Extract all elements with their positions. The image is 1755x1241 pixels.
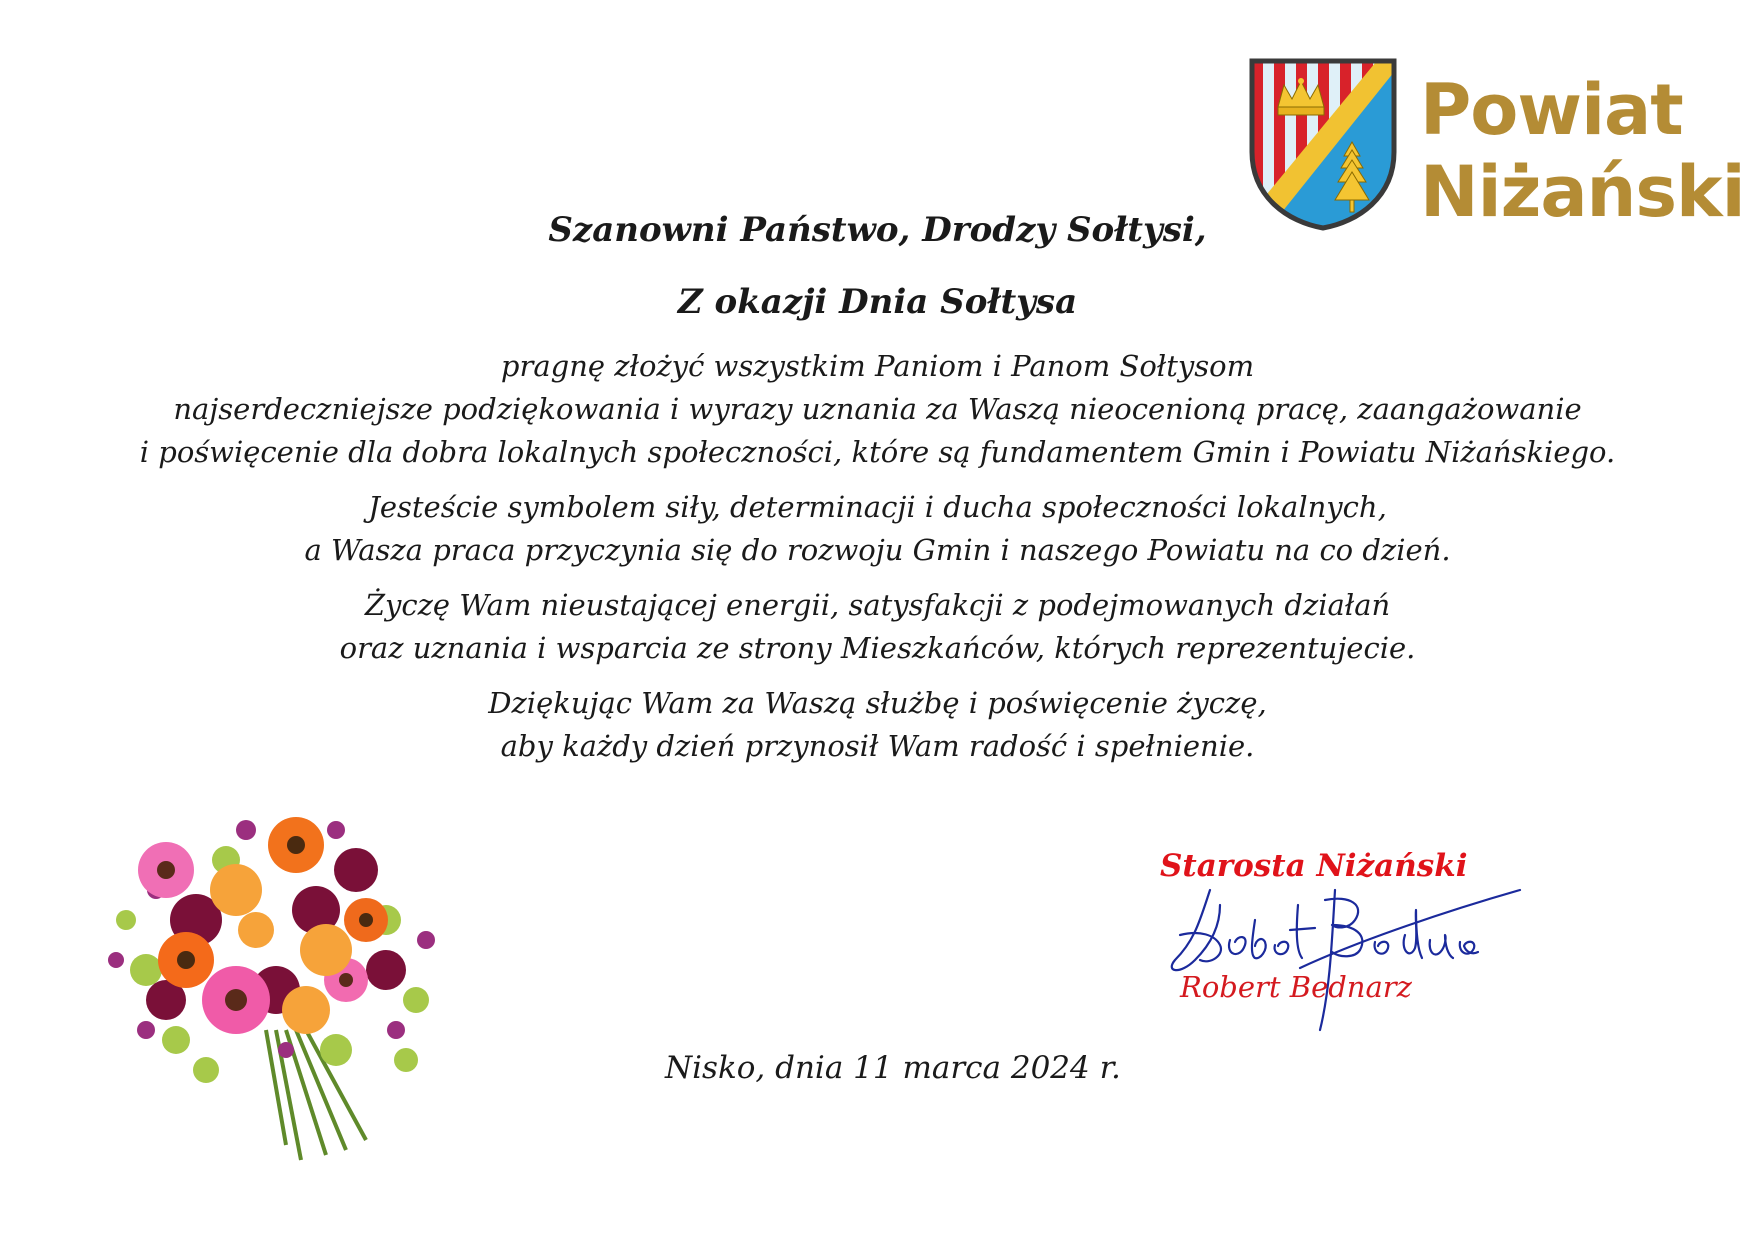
logo-line-1: Powiat — [1420, 69, 1683, 151]
coat-of-arms-icon — [1248, 57, 1398, 232]
paragraph — [0, 486, 1755, 572]
paragraph-line: a Wasza praca przyczynia się do rozwoju Gmin i naszego Powiatu na co dzień. — [304, 533, 1451, 567]
powiat-logo — [1248, 57, 1745, 233]
paragraph-line: pragnę złożyć wszystkim Paniom i Panom Sołtysom — [500, 349, 1255, 383]
paragraph-line: Jesteście symbolem siły, determinacji i ducha społeczności lokalnych, — [368, 490, 1387, 524]
paragraph-line: aby każdy dzień przynosił Wam radość i spełnienie. — [500, 729, 1255, 763]
letter-body — [0, 345, 1755, 780]
paragraph — [0, 682, 1755, 768]
flower-bouquet-image — [86, 800, 466, 1170]
paragraph-line: Życzę Wam nieustającej energii, satysfakcji z podejmowanych działań — [364, 588, 1391, 622]
handwritten-signature — [1160, 880, 1540, 1040]
paragraph-line: i poświęcenie dla dobra lokalnych społeczności, które są fundamentem Gmin i Powiatu Niżańskiego. — [139, 435, 1616, 469]
greeting-heading: Szanowni Państwo, Drodzy Sołtysi, — [548, 210, 1207, 250]
signatory-role: Starosta Niżański — [1160, 848, 1468, 884]
logo-line-2: Niżański — [1420, 151, 1745, 233]
signatory-name: Robert Bednarz — [1180, 970, 1412, 1004]
occasion-heading: Z okazji Dnia Sołtysa — [677, 282, 1078, 322]
paragraph-line: Dziękując Wam za Waszą służbę i poświęcenie życzę, — [488, 686, 1267, 720]
place-date: Nisko, dnia 11 marca 2024 r. — [665, 1050, 1121, 1086]
paragraph-line: najserdeczniejsze podziękowania i wyrazy uznania za Waszą nieocenioną pracę, zaangażowanie — [173, 392, 1582, 426]
paragraph-line: oraz uznania i wsparcia ze strony Mieszkańców, których reprezentujecie. — [339, 631, 1416, 665]
paragraph — [0, 584, 1755, 670]
paragraph — [0, 345, 1755, 474]
logo-text — [1420, 69, 1745, 233]
